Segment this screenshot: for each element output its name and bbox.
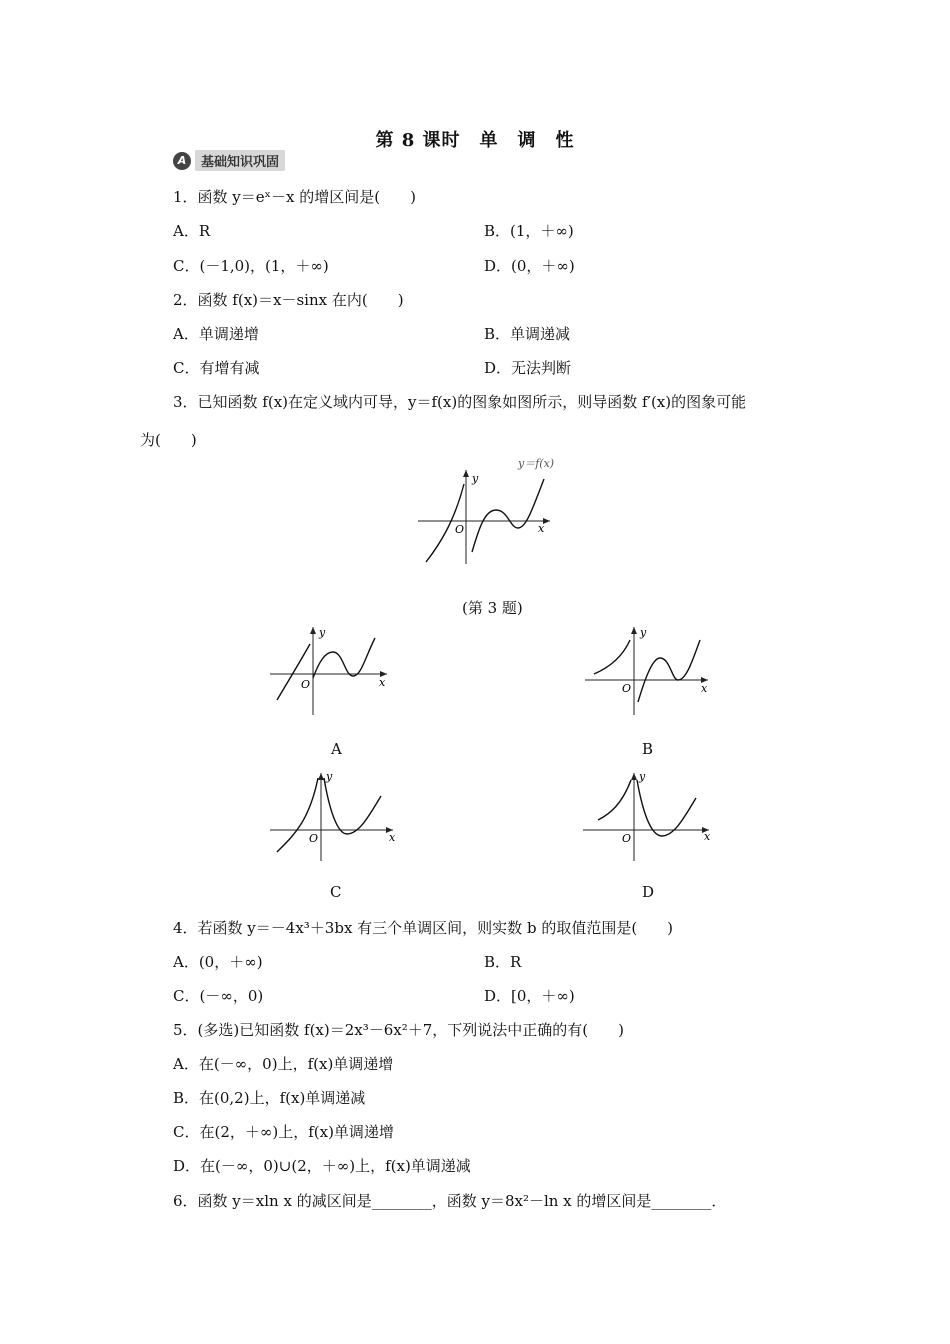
svg-text:O: O	[622, 682, 632, 695]
q2-option-b: B．单调递减	[484, 325, 571, 343]
page-title: 第 8 课时 单 调 性	[375, 130, 575, 151]
x-axis-label: x	[538, 522, 545, 535]
origin-label: O	[455, 523, 465, 536]
q1-option-c: C．(－1,0)，(1，＋∞)	[173, 257, 329, 275]
q4-option-d: D．[0，＋∞)	[484, 987, 575, 1005]
svg-text:x: x	[701, 682, 708, 695]
q3-option-a-figure	[265, 622, 395, 717]
q2-option-c: C．有增有减	[173, 359, 260, 377]
svg-text:y: y	[326, 770, 333, 783]
q4-option-c: C．(－∞，0)	[173, 987, 264, 1005]
q1-stem: 1．函数 y＝eˣ－x 的增区间是( )	[173, 188, 416, 206]
svg-text:O: O	[622, 832, 632, 845]
q3-option-b-label: B	[642, 740, 654, 758]
q3-option-b-figure	[580, 622, 715, 717]
svg-text:x: x	[704, 830, 711, 843]
q3-option-c-figure	[265, 768, 400, 863]
q3-option-a-label: A	[331, 740, 342, 758]
y-axis-label: y	[472, 472, 479, 485]
q1-option-b: B．(1，＋∞)	[484, 222, 574, 240]
q4-option-b: B．R	[484, 953, 522, 971]
q5-stem: 5．(多选)已知函数 f(x)＝2x³－6x²＋7，下列说法中正确的有( )	[173, 1021, 625, 1039]
q5-option-a: A．在(－∞，0)上，f(x)单调递增	[173, 1055, 394, 1073]
q1-option-d: D．(0，＋∞)	[484, 257, 575, 275]
svg-text:x: x	[379, 676, 386, 689]
q6-stem: 6．函数 y＝xln x 的减区间是________，函数 y＝8x²－ln x 的增区间是________．	[173, 1192, 727, 1210]
section-label: 基础知识巩固	[195, 150, 285, 171]
q5-option-b: B．在(0,2)上，f(x)单调递减	[173, 1089, 366, 1107]
q5-option-c: C．在(2，＋∞)上，f(x)单调递增	[173, 1123, 394, 1141]
svg-text:y: y	[319, 626, 326, 639]
curve-right	[472, 479, 544, 552]
svg-text:y: y	[639, 770, 646, 783]
q3-caption: (第 3 题)	[462, 599, 523, 617]
q3-stem-cont: 为( )	[140, 431, 197, 449]
q3-option-d-label: D	[642, 883, 655, 901]
q3-stem: 3．已知函数 f(x)在定义域内可导，y＝f(x)的图象如图所示，则导函数 f′(x)的图象可能	[173, 393, 747, 411]
q3-main-figure	[410, 452, 580, 567]
q4-stem: 4．若函数 y＝－4x³＋3bx 有三个单调区间，则实数 b 的取值范围是( )	[173, 919, 674, 937]
function-label: y＝f(x)	[518, 457, 555, 470]
q2-option-d: D．无法判断	[484, 359, 572, 377]
q2-stem: 2．函数 f(x)＝x－sinx 在内( )	[173, 291, 404, 309]
svg-text:x: x	[389, 831, 396, 844]
svg-text:O: O	[301, 678, 311, 691]
q1-option-a: A．R	[173, 222, 211, 240]
q4-option-a: A．(0，＋∞)	[173, 953, 263, 971]
q3-option-c-label: C	[330, 883, 342, 901]
svg-text:O: O	[309, 832, 319, 845]
q5-option-d: D．在(－∞，0)∪(2，＋∞)上，f(x)单调递减	[173, 1157, 471, 1175]
q3-option-d-figure	[578, 768, 716, 863]
q2-option-a: A．单调递增	[173, 325, 259, 343]
svg-text:y: y	[640, 626, 647, 639]
section-a-icon: A	[173, 152, 191, 170]
section-badge	[173, 150, 285, 171]
